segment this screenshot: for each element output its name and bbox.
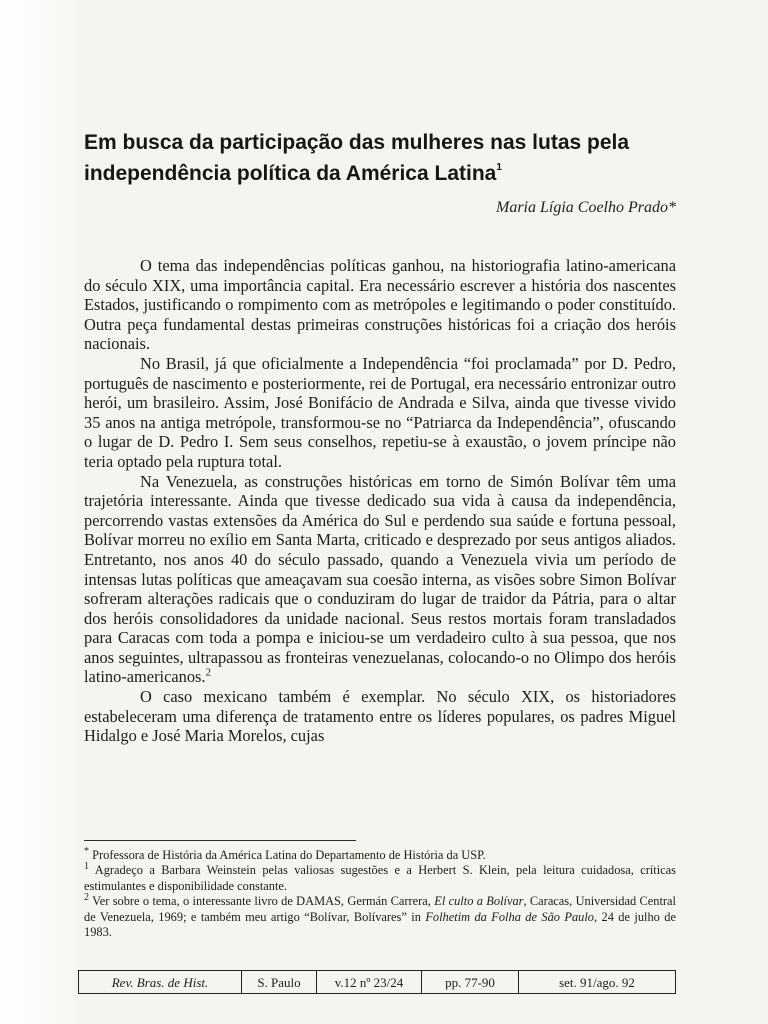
citation-bar <box>78 970 676 994</box>
paragraph-4: O caso mexicano também é exemplar. No século XIX, os historiadores estabeleceram uma diferença de tratamento entre os líderes populares, os padres Miguel Hidalgo e José Maria Morelos, cujas <box>84 687 676 746</box>
author-name: Maria Lígia Coelho Prado* <box>495 199 676 216</box>
footnote-star-mark: * <box>84 845 89 857</box>
title-footnote-mark: 1 <box>496 162 502 173</box>
footnote-divider <box>84 840 356 841</box>
footnote-2-newspaper-title: Folhetim da Folha de São Paulo <box>425 909 594 924</box>
footnote-ref-2: 2 <box>205 667 212 679</box>
citation-journal: Rev. Bras. de Hist. <box>79 971 242 993</box>
citation-pages: pp. 77-90 <box>422 971 519 993</box>
article-title <box>84 130 694 186</box>
footnote-1-mark: 1 <box>84 861 89 873</box>
paragraph-3-text: Na Venezuela, as construções históricas em torno de Simón Bolívar têm uma trajetória interessante. Ainda que tivesse dedicado sua vida à causa da independência, percorrendo vastas extensões da América do Sul e perdendo sua saúde e fortuna pessoal, Bolívar morreu no exílio em Santa Marta, criticado e desprezado por seus antigos aliados. Entretanto, nos anos 40 do século passado, quando a Venezuela vivia um período de intensas lutas políticas que ameaçavam sua coesão interna, as visões sobre Simon Bolívar sofreram alterações radicais que o conduziram do lugar de traidor da Pátria, para o altar dos heróis consolidadores da unidade nacional. Seus restos mortais foram transladados para Caracas com toda a pompa e iniciou-se um verdadeiro culto à sua pessoa, que nos anos seguintes, ultrapassou as fronteiras venezuelanas, colocando-o no Olimpo dos heróis latino-americanos. <box>84 471 676 687</box>
footnote-star-text: Professora de História da América Latina do Departamento de História da USP. <box>92 848 486 862</box>
paragraph-2: No Brasil, já que oficialmente a Independência “foi proclamada” por D. Pedro, português de nascimento e posteriormente, rei de Portugal, era necessário entronizar outro herói, um brasileiro. Assim, José Bonifácio de Andrada e Silva, ainda que tivesse vivido 35 anos na antiga metrópole, transformou-se no “Patriarca da Independência”, ofuscando o lugar de D. Pedro I. Sem seus conselhos, repetiu-se à exaustão, o jovem príncipe não teria optado pela ruptura total. <box>84 353 676 471</box>
footnote-2 <box>84 894 676 940</box>
footnotes <box>84 845 677 940</box>
footnote-2-text-a: Ver sobre o tema, o interessante livro de DAMAS, Germán Carrera, <box>92 894 431 909</box>
footnote-1 <box>84 863 676 894</box>
citation-volume: v.12 nº 23/24 <box>317 971 422 993</box>
footnote-2-text-b: , Caracas, Universidad Central de Venezuela, 1969; e também meu artigo “Bolívar, Bolívares” in <box>84 894 676 924</box>
footnote-2-book-title: El culto a Bolívar <box>434 894 524 909</box>
footnote-2-mark: 2 <box>84 892 89 904</box>
citation-city: S. Paulo <box>242 971 317 993</box>
citation-date: set. 91/ago. 92 <box>559 975 635 990</box>
article-title-text: Em busca da participação das mulheres nas lutas pela independência política da América Latina <box>84 131 630 185</box>
paragraph-1: O tema das independências políticas ganhou, na historiografia latino-americana do século XIX, uma importância capital. Era necessário escrever a história dos nascentes Estados, justificando o rompimento com as metrópoles e legitimando o poder constituído. Outra peça fundamental destas primeiras construções históricas foi a criação dos heróis nacionais. <box>84 256 676 354</box>
paragraph-3 <box>84 472 676 688</box>
footnote-1-text: Agradeço a Barbara Weinstein pelas valiosas sugestões e a Herbert S. Klein, pela leitura cuidadosa, críticas estimulantes e disponibilidade constante. <box>84 863 677 893</box>
footnote-2-text-c: , 24 de julho de 1983. <box>84 909 676 940</box>
article-body <box>84 256 676 746</box>
footnote-author-affiliation <box>84 845 676 863</box>
scan-margin <box>0 0 74 1024</box>
